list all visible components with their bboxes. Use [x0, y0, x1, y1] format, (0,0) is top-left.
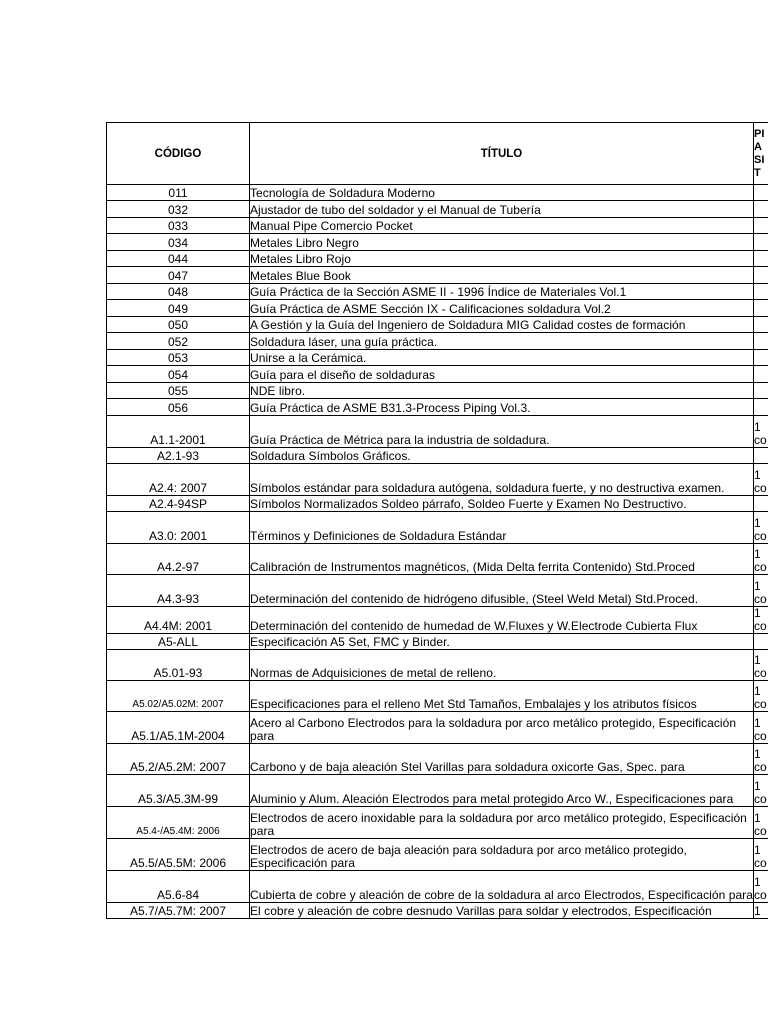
table-row — [107, 544, 768, 575]
cell-title: Metales Libro Negro — [250, 234, 754, 251]
table-row — [107, 681, 768, 712]
cell-qty: 1 co — [754, 712, 768, 744]
cell-title: Determinación del contenido de humedad de W.Fluxes y W.Electrode Cubierta Flux — [250, 607, 754, 634]
cell-qty: 1 co — [754, 775, 768, 807]
cell-title: Aluminio y Alum. Aleación Electrodos para metal protegido Arco W., Especificaciones para — [250, 775, 754, 807]
cell-code: A5-ALL — [107, 634, 250, 650]
cell-title: Unirse a la Cerámica. — [250, 350, 754, 366]
cell-code: A2.4-94SP — [107, 496, 250, 512]
cell-title: Electrodos de acero inoxidable para la soldadura por arco metálico protegido, Especificación para — [250, 807, 754, 839]
cell-title: El cobre y aleación de cobre desnudo Varillas para soldar y electrodos, Especificación — [250, 903, 754, 919]
table-row — [107, 317, 768, 333]
cell-qty — [754, 185, 768, 201]
cell-title: Guía Práctica de ASME B31.3-Process Piping Vol.3. — [250, 399, 754, 416]
cell-qty — [754, 201, 768, 218]
cell-code: A5.5/A5.5M: 2006 — [107, 839, 250, 871]
cell-code: A5.2/A5.2M: 2007 — [107, 744, 250, 775]
table-row — [107, 350, 768, 366]
cell-qty — [754, 284, 768, 300]
cell-title: NDE libro. — [250, 383, 754, 399]
cell-code: 054 — [107, 366, 250, 383]
cell-qty — [754, 634, 768, 650]
column-header-title: TÍTULO — [250, 123, 754, 185]
cell-qty — [754, 251, 768, 267]
cell-qty — [754, 234, 768, 251]
cell-code: 034 — [107, 234, 250, 251]
cell-code: 011 — [107, 185, 250, 201]
cell-code: 047 — [107, 267, 250, 284]
table-row — [107, 903, 768, 919]
cell-qty: 1 co — [754, 807, 768, 839]
cell-title: Soldadura Símbolos Gráficos. — [250, 448, 754, 464]
cell-qty: 1 co — [754, 650, 768, 681]
cell-code: 050 — [107, 317, 250, 333]
table-row — [107, 399, 768, 416]
catalog-table — [106, 122, 768, 919]
table-row — [107, 496, 768, 512]
cell-code: A5.6-84 — [107, 871, 250, 903]
table-body — [107, 185, 768, 919]
cell-code: A2.4: 2007 — [107, 464, 250, 496]
cell-qty: 1 co — [754, 607, 768, 634]
cell-title: Guía para el diseño de soldaduras — [250, 366, 754, 383]
cell-qty: 1 co — [754, 744, 768, 775]
cell-code: 049 — [107, 300, 250, 317]
table-row — [107, 512, 768, 544]
cell-title: Símbolos Normalizados Soldeo párrafo, Soldeo Fuerte y Examen No Destructivo. — [250, 496, 754, 512]
column-header-qty: PI A SI T — [754, 123, 768, 185]
cell-title: Determinación del contenido de hidrógeno difusible, (Steel Weld Metal) Std.Proced. — [250, 575, 754, 607]
table-row — [107, 251, 768, 267]
table-row — [107, 267, 768, 284]
cell-qty — [754, 399, 768, 416]
cell-code: A2.1-93 — [107, 448, 250, 464]
cell-qty — [754, 333, 768, 350]
cell-title: Especificación A5 Set, FMC y Binder. — [250, 634, 754, 650]
cell-code: A3.0: 2001 — [107, 512, 250, 544]
cell-qty — [754, 496, 768, 512]
cell-qty: 1 co — [754, 575, 768, 607]
cell-code: 053 — [107, 350, 250, 366]
cell-title: Símbolos estándar para soldadura autógena, soldadura fuerte, y no destructiva examen. — [250, 464, 754, 496]
cell-code: 052 — [107, 333, 250, 350]
cell-qty: 1 co — [754, 871, 768, 903]
table-row — [107, 607, 768, 634]
cell-title: Metales Libro Rojo — [250, 251, 754, 267]
cell-qty — [754, 218, 768, 234]
cell-qty — [754, 317, 768, 333]
table-row — [107, 839, 768, 871]
table-row — [107, 650, 768, 681]
table-row — [107, 416, 768, 448]
cell-title: A Gestión y la Guía del Ingeniero de Soldadura MIG Calidad costes de formación — [250, 317, 754, 333]
table-row — [107, 464, 768, 496]
cell-qty: 1 co — [754, 544, 768, 575]
cell-code: 048 — [107, 284, 250, 300]
cell-title: Guía Práctica de la Sección ASME II - 1996 Índice de Materiales Vol.1 — [250, 284, 754, 300]
cell-qty — [754, 448, 768, 464]
cell-qty — [754, 300, 768, 317]
cell-qty — [754, 350, 768, 366]
cell-code: A5.01-93 — [107, 650, 250, 681]
table-row — [107, 383, 768, 399]
cell-code: 044 — [107, 251, 250, 267]
table-row — [107, 634, 768, 650]
cell-title: Términos y Definiciones de Soldadura Estándar — [250, 512, 754, 544]
cell-title: Guía Práctica de Métrica para la industria de soldadura. — [250, 416, 754, 448]
cell-title: Calibración de Instrumentos magnéticos, (Mida Delta ferrita Contenido) Std.Proced — [250, 544, 754, 575]
cell-qty: 1 co — [754, 839, 768, 871]
cell-title: Electrodos de acero de baja aleación para soldadura por arco metálico protegido, Especificación para — [250, 839, 754, 871]
cell-title: Especificaciones para el relleno Met Std Tamaños, Embalajes y los atributos físicos — [250, 681, 754, 712]
cell-title: Carbono y de baja aleación Stel Varillas para soldadura oxicorte Gas, Spec. para — [250, 744, 754, 775]
table-row — [107, 218, 768, 234]
cell-qty: 1 co — [754, 512, 768, 544]
cell-qty: 1 co — [754, 464, 768, 496]
cell-title: Cubierta de cobre y aleación de cobre de la soldadura al arco Electrodos, Especificación para — [250, 871, 754, 903]
table-row — [107, 333, 768, 350]
table-row — [107, 300, 768, 317]
cell-code: A5.02/A5.02M: 2007 — [107, 681, 250, 712]
cell-code: 033 — [107, 218, 250, 234]
cell-code: 056 — [107, 399, 250, 416]
table-row — [107, 234, 768, 251]
table-row — [107, 871, 768, 903]
cell-qty — [754, 267, 768, 284]
cell-qty — [754, 366, 768, 383]
table-row — [107, 185, 768, 201]
table-row — [107, 575, 768, 607]
table-row — [107, 366, 768, 383]
table-row — [107, 284, 768, 300]
cell-title: Normas de Adquisiciones de metal de relleno. — [250, 650, 754, 681]
cell-qty: 1 co — [754, 681, 768, 712]
cell-code: 055 — [107, 383, 250, 399]
cell-code: A4.2-97 — [107, 544, 250, 575]
cell-code: 032 — [107, 201, 250, 218]
cell-code: A1.1-2001 — [107, 416, 250, 448]
cell-code: A4.3-93 — [107, 575, 250, 607]
table-row — [107, 744, 768, 775]
table-row — [107, 712, 768, 744]
cell-title: Manual Pipe Comercio Pocket — [250, 218, 754, 234]
cell-code: A5.3/A5.3M-99 — [107, 775, 250, 807]
cell-title: Ajustador de tubo del soldador y el Manual de Tubería — [250, 201, 754, 218]
cell-code: A4.4M: 2001 — [107, 607, 250, 634]
cell-title: Acero al Carbono Electrodos para la soldadura por arco metálico protegido, Especificación para — [250, 712, 754, 744]
cell-qty — [754, 383, 768, 399]
cell-qty: 1 — [754, 903, 768, 919]
cell-qty: 1 co — [754, 416, 768, 448]
cell-title: Metales Blue Book — [250, 267, 754, 284]
cell-title: Tecnología de Soldadura Moderno — [250, 185, 754, 201]
cell-title: Soldadura láser, una guía práctica. — [250, 333, 754, 350]
header-row — [107, 123, 768, 185]
table-row — [107, 201, 768, 218]
table-row — [107, 448, 768, 464]
table-row — [107, 807, 768, 839]
column-header-code: CÓDIGO — [107, 123, 250, 185]
cell-title: Guía Práctica de ASME Sección IX - Calificaciones soldadura Vol.2 — [250, 300, 754, 317]
cell-code: A5.1/A5.1M-2004 — [107, 712, 250, 744]
cell-code: A5.7/A5.7M: 2007 — [107, 903, 250, 919]
cell-code: A5.4-/A5.4M: 2006 — [107, 807, 250, 839]
table-row — [107, 775, 768, 807]
